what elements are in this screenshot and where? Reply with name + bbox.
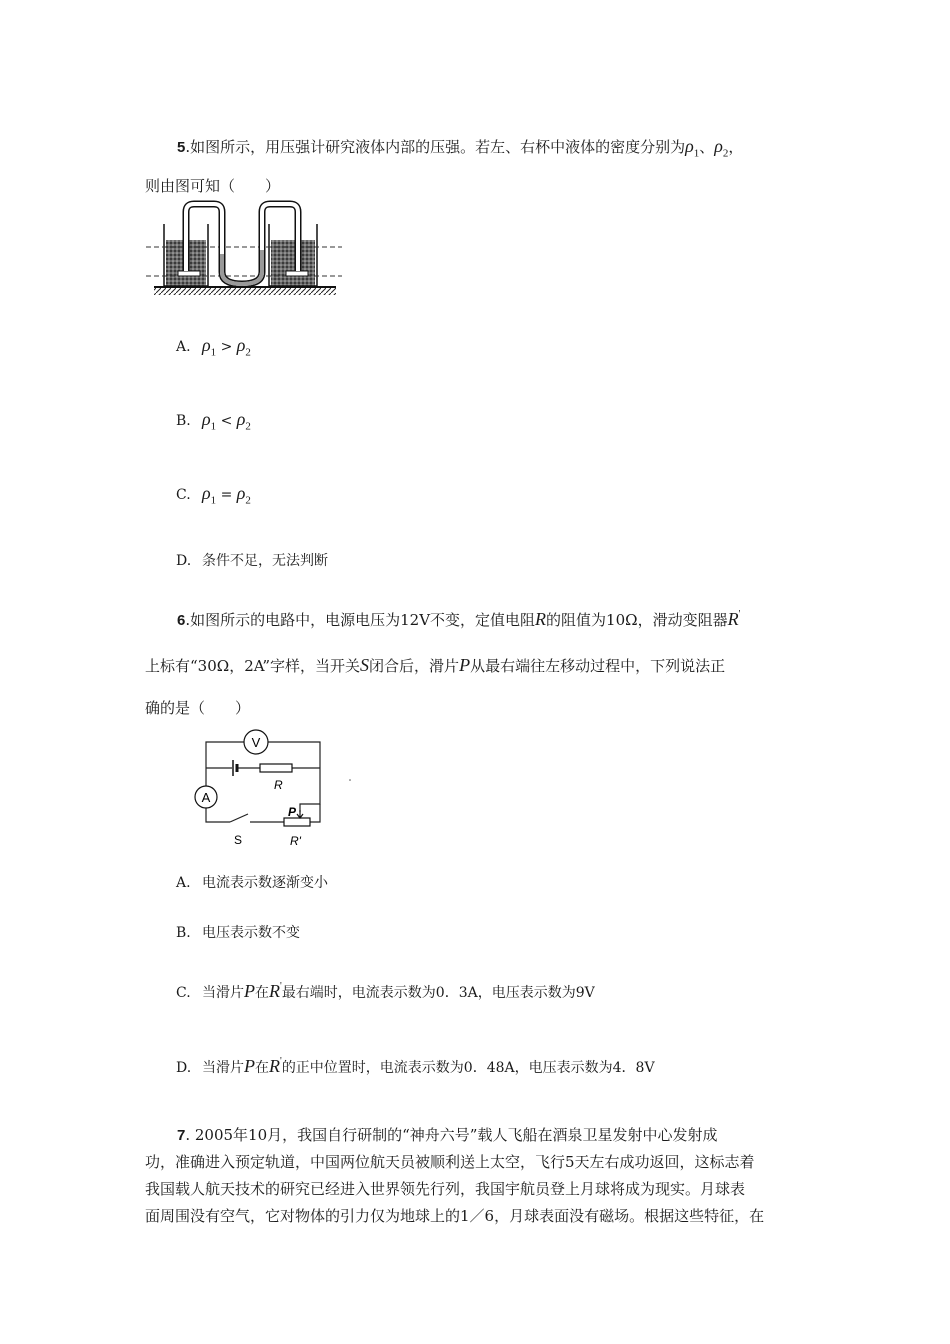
slider-arrow xyxy=(297,810,303,818)
q7-line4: 面周围没有空气，它对物体的引力仅为地球上的1／6，月球表面没有磁场。根据这些特征，在 xyxy=(145,1207,765,1225)
resistor-r xyxy=(260,764,292,772)
q5-number: 5 xyxy=(177,139,186,156)
q7-line3: 我国载人航天技术的研究已经进入世界领先行列，我国宇航员登上月球将成为现实。月球表 xyxy=(145,1180,746,1198)
q6-stem-line1: 6.如图所示的电路中，电源电压为12V不变，定值电阻R的阻值为10Ω，滑动变阻器R' xyxy=(177,609,741,629)
q5-option-a[interactable]: A. $\rho_1 > \rho_2$ xyxy=(176,335,251,359)
q6-figure-circuit xyxy=(176,722,356,856)
q6-option-d[interactable]: D. 当滑片P在R'的正中位置时，电流表示数为0．48A，电压表示数为4．8V xyxy=(176,1056,655,1076)
q6-option-c[interactable]: C. 当滑片P在R'最右端时，电流表示数为0．3A，电压表示数为9V xyxy=(176,981,595,1001)
q7-number: 7 xyxy=(177,1127,186,1144)
q7-line2: 功，准确进入预定轨道，中国两位航天员被顺利送上太空，飞行5天左右成功返回，这标志着 xyxy=(145,1153,755,1171)
q5-stem-line1 xyxy=(145,134,743,166)
q5-option-d[interactable]: D. 条件不足，无法判断 xyxy=(176,553,328,569)
resistor-label: R xyxy=(274,778,283,792)
q5-option-b[interactable]: B. $\rho_1 < \rho_2$ xyxy=(176,409,251,433)
q6-stem-line2: 上标有“30Ω，2A”字样，当开关S闭合后，滑片P从最右端往左移动过程中，下列说法正 xyxy=(145,655,726,675)
q7-paragraph xyxy=(145,1122,815,1230)
q5-stem-line2: 则由图可知（ ） xyxy=(145,177,281,195)
q6-option-b[interactable]: B. 电压表示数不变 xyxy=(176,925,300,941)
ammeter-label: A xyxy=(201,790,211,805)
voltmeter-label: V xyxy=(251,735,261,750)
q5-comma: ， xyxy=(728,138,744,156)
left-probe xyxy=(178,271,200,276)
q5-text-a: .如图所示，用压强计研究液体内部的压强。若左、右杯中液体的密度分别为 xyxy=(185,138,686,156)
q5-rho1: $\rho_1$ xyxy=(685,136,700,160)
q5-figure-pressure-gauge xyxy=(146,198,342,300)
switch-label: S xyxy=(234,833,243,847)
q6-stem-line3: 确的是（ ） xyxy=(145,699,251,717)
q7-line1: 7. 2005年10月，我国自行研制的“神舟六号”载人飞船在酒泉卫星发射中心发射成 xyxy=(177,1126,718,1144)
q5-separator: 、 xyxy=(699,138,715,156)
q6-option-a[interactable]: A. 电流表示数逐渐变小 xyxy=(176,875,328,891)
q5-option-c[interactable]: C. $\rho_1 = \rho_2$ xyxy=(176,483,251,507)
right-probe xyxy=(286,271,308,276)
ground-hatch xyxy=(154,287,336,295)
slider-label: P xyxy=(288,805,297,819)
q6-number: 6 xyxy=(177,612,186,629)
rheostat xyxy=(284,818,310,826)
rheostat-label: R' xyxy=(290,834,301,848)
q5-rho2: $\rho_2$ xyxy=(714,136,729,160)
